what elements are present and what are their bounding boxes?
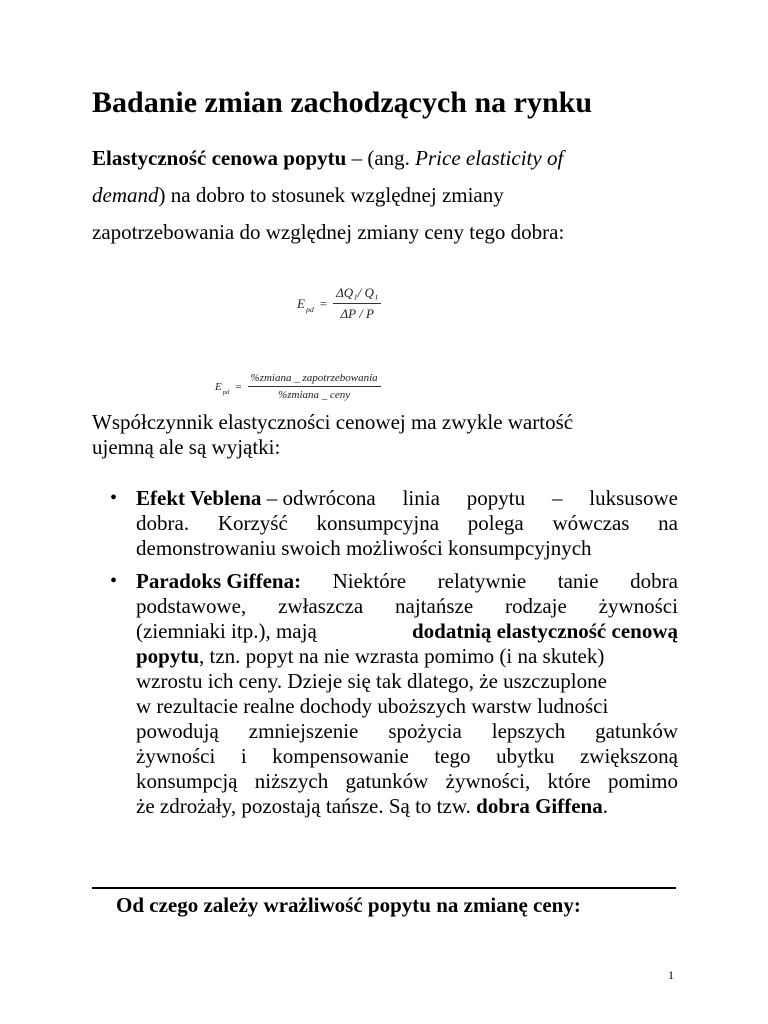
veblen-word: popytu	[466, 486, 526, 510]
giffen-word: zwłaszcza	[278, 594, 364, 618]
giffen-word: gatunków	[345, 769, 429, 793]
intro-line-1	[92, 140, 682, 177]
coefficient-line-2: ujemną ale są wyjątki:	[92, 435, 281, 459]
formula2-lhs-subscript: pd	[222, 388, 230, 396]
elasticity-percent-formula	[215, 372, 381, 401]
elasticity-formula	[297, 285, 381, 322]
veblen-lead: Efekt Veblena	[136, 486, 262, 510]
list-item-veblen	[108, 486, 678, 561]
giffen-text: , tzn. popyt na nie wzrasta pomimo (i na skutek)	[199, 644, 605, 668]
formula2-lhs-symbol: E	[215, 380, 222, 393]
giffen-bold-phrase: dodatnią elastyczność cenową	[412, 619, 678, 643]
intro-line-3: zapotrzebowania do względnej zmiany ceny tego dobra:	[92, 220, 565, 244]
giffen-word: rodzaje	[505, 594, 567, 618]
list-item-giffen	[108, 569, 678, 819]
formula-fraction	[333, 285, 381, 322]
veblen-line-2	[136, 511, 678, 536]
giffen-word: konsumpcją	[136, 769, 238, 793]
veblen-word: – odwrócona	[266, 486, 376, 510]
giffen-line-7	[136, 719, 678, 744]
giffen-word: najtańsze	[395, 594, 474, 618]
english-term-cont: demand	[92, 183, 159, 207]
formula2-fraction	[248, 372, 381, 401]
formula-lhs-symbol: E	[297, 295, 305, 311]
giffen-word: tego	[434, 744, 471, 768]
intro-line-2	[92, 177, 682, 214]
giffen-word: które	[547, 769, 591, 793]
intro-paragraph	[92, 140, 682, 251]
giffen-word: niższych	[254, 769, 329, 793]
giffen-word: żywności,	[445, 769, 531, 793]
giffen-word: spożycia	[388, 719, 462, 743]
formula2-numerator: %zmiana _ zapotrzebowania	[248, 372, 381, 387]
giffen-word: żywności	[136, 744, 216, 768]
giffen-goods-term: dobra Giffena	[476, 794, 603, 818]
english-term: Price elasticity of	[415, 146, 564, 170]
veblen-word: polega	[467, 511, 524, 535]
giffen-line-5: wzrostu ich ceny. Dzieje się tak dlatego, że uszczuplone	[136, 669, 607, 693]
giffen-line-3	[136, 619, 678, 644]
giffen-word: lepszych	[491, 719, 566, 743]
giffen-word: pomimo	[607, 769, 678, 793]
giffen-word: zwiększoną	[579, 744, 678, 768]
bullet-icon: •	[110, 570, 118, 592]
giffen-period: .	[602, 794, 608, 818]
giffen-text: że zdrożały, pozostają tańsze. Są to tzw.	[136, 794, 477, 818]
giffen-text: (ziemniaki itp.), mają	[136, 619, 317, 643]
giffen-line-6: w rezultacie realne dochody uboższych warstw ludności	[136, 694, 609, 718]
veblen-word: konsumpcyjna	[316, 511, 440, 535]
giffen-word: zmniejszenie	[248, 719, 359, 743]
section-divider	[92, 887, 676, 889]
giffen-word: gatunków	[595, 719, 678, 743]
giffen-word: powodują	[136, 719, 219, 743]
giffen-line-8	[136, 744, 678, 769]
giffen-word: żywności	[598, 594, 678, 618]
bullet-icon: •	[110, 487, 118, 509]
veblen-word: wówczas	[552, 511, 630, 535]
giffen-lead: Paradoks Giffena:	[136, 569, 302, 593]
formula-lhs	[297, 296, 314, 312]
page-title: Badanie zmian zachodzących na rynku	[92, 86, 593, 119]
giffen-word: kompensowanie	[272, 744, 409, 768]
veblen-word: dobra.	[136, 511, 190, 535]
giffen-word: Niektóre	[332, 569, 407, 593]
intro-connector: – (ang.	[346, 146, 416, 170]
formula-numerator: ΔQ₁/ Q₁	[333, 285, 381, 304]
giffen-word: podstawowe,	[136, 594, 247, 618]
giffen-word: ubytku	[496, 744, 555, 768]
page-number: 1	[668, 968, 674, 982]
veblen-word: Korzyść	[217, 511, 288, 535]
veblen-line-3: demonstrowaniu swoich możliwości konsumpcyjnych	[136, 536, 592, 560]
veblen-word: –	[551, 486, 563, 510]
formula2-equals: =	[235, 380, 242, 393]
giffen-word: i	[240, 744, 247, 768]
coefficient-line-1: Współczynnik elastyczności cenowej ma zwykle wartość	[92, 410, 574, 434]
formula2-lhs	[215, 380, 230, 396]
giffen-line-9	[136, 769, 678, 794]
giffen-word: relatywnie	[437, 569, 527, 593]
coefficient-paragraph	[92, 410, 682, 460]
formula-equals: =	[319, 295, 328, 311]
veblen-line-1	[136, 486, 678, 511]
giffen-bold-popytu: popytu	[136, 644, 200, 668]
exceptions-list	[108, 486, 678, 827]
giffen-word: dobra	[630, 569, 678, 593]
giffen-word: tanie	[557, 569, 599, 593]
formula2-denominator: %zmiana _ ceny	[278, 389, 351, 401]
formula-lhs-subscript: pd	[305, 304, 314, 314]
intro-definition: ) na dobro to stosunek względnej zmiany	[158, 183, 504, 207]
formula-denominator: ΔP / P	[340, 306, 374, 321]
veblen-word: na	[658, 511, 678, 535]
veblen-word: luksusowe	[589, 486, 678, 510]
section-heading: Od czego zależy wrażliwość popytu na zmianę ceny:	[116, 893, 581, 917]
term-elasticity: Elastyczność cenowa popytu	[92, 146, 347, 170]
giffen-line-10	[136, 794, 678, 819]
giffen-line-1	[136, 569, 678, 594]
veblen-word: linia	[402, 486, 440, 510]
giffen-line-2	[136, 594, 678, 619]
giffen-line-4	[136, 644, 678, 669]
